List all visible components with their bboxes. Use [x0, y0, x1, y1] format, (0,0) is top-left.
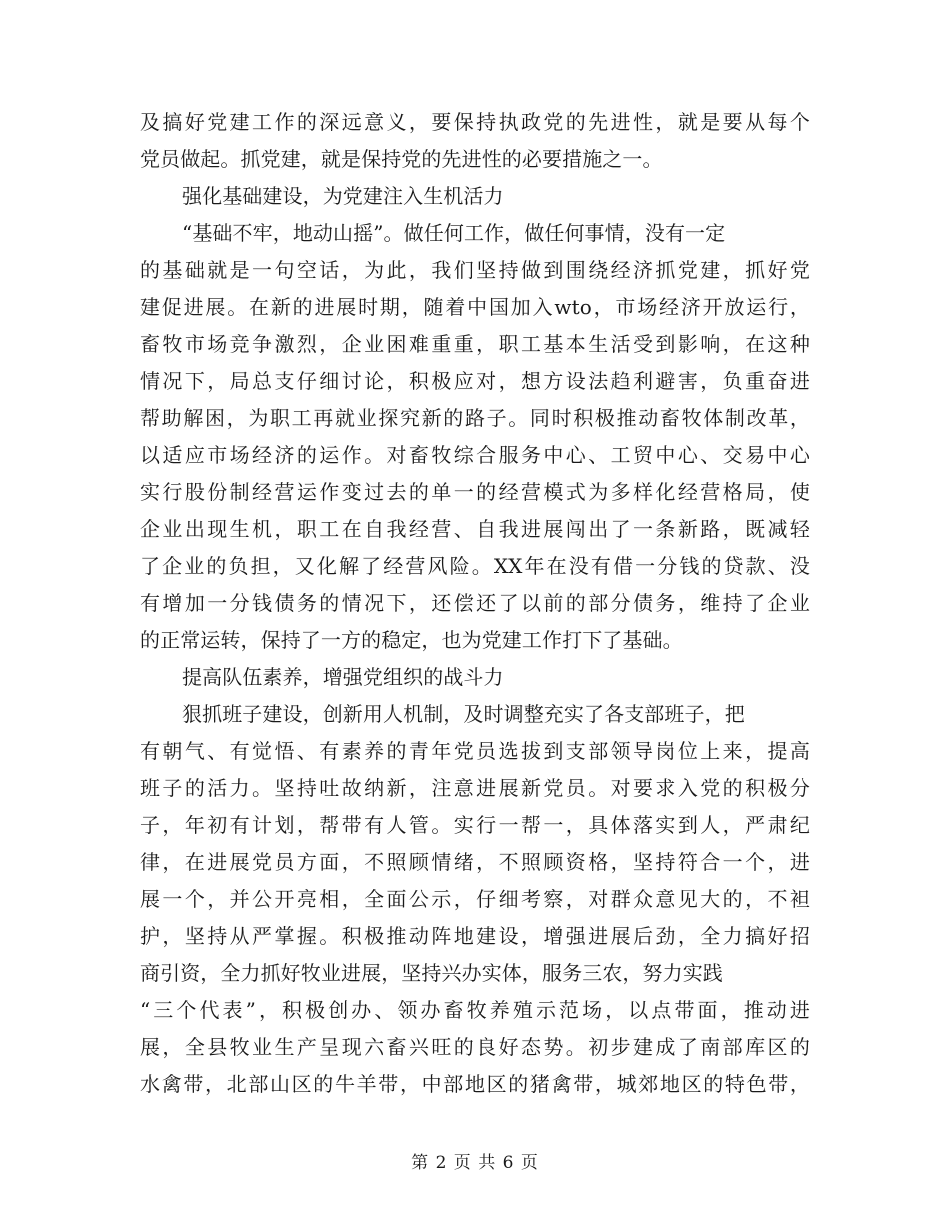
- text-line-5: 的基础就是一句空话，为此，我们坚持做到围绕经济抓党建，抓好党: [140, 258, 810, 282]
- text-line-26: 展，全县牧业生产呈现六畜兴旺的良好态势。初步建成了南部库区的: [140, 1035, 810, 1059]
- text-line-17: 狠抓班子建设，创新用人机制，及时调整充实了各支部班子，把: [182, 702, 745, 726]
- text-line-6: 建促进展。在新的进展时期，随着中国加入wto，市场经济开放运行，: [140, 295, 810, 319]
- section-heading-team-quality: 提高队伍素养，增强党组织的战斗力: [182, 665, 504, 689]
- text-line-20: 子，年初有计划，帮带有人管。实行一帮一，具体落实到人，严肃纪: [140, 813, 810, 837]
- text-line-11: 实行股份制经营运作变过去的单一的经营模式为多样化经营格局，使: [140, 480, 810, 504]
- text-line-9: 帮助解困，为职工再就业探究新的路子。同时积极推动畜牧体制改革，: [140, 406, 810, 430]
- text-line-18: 有朝气、有觉悟、有素养的青年党员选拔到支部领导岗位上来，提高: [140, 739, 810, 763]
- text-line-23: 护，坚持从严掌握。积极推动阵地建设，增强进展后劲，全力搞好招: [140, 924, 810, 948]
- text-line-4: “基础不牢，地动山摇”。做任何工作，做任何事情，没有一定: [182, 221, 726, 245]
- text-line-21: 律，在进展党员方面，不照顾情绪，不照顾资格，坚持符合一个，进: [140, 850, 810, 874]
- text-line-19: 班子的活力。坚持吐故纳新，注意进展新党员。对要求入党的积极分: [140, 776, 810, 800]
- text-line-22: 展一个，并公开亮相，全面公示，仔细考察，对群众意见大的，不袒: [140, 887, 810, 911]
- text-line-14: 有增加一分钱债务的情况下，还偿还了以前的部分债务，维持了企业: [140, 591, 810, 615]
- text-line-7: 畜牧市场竞争激烈，企业困难重重，职工基本生活受到影响，在这种: [140, 332, 810, 356]
- text-line-10: 以适应市场经济的运作。对畜牧综合服务中心、工贸中心、交易中心: [140, 443, 810, 467]
- text-line-2: 党员做起。抓党建，就是保持党的先进性的必要措施之一。: [140, 147, 663, 171]
- text-line-13: 了企业的负担，又化解了经营风险。XX年在没有借一分钱的贷款、没: [140, 554, 810, 578]
- text-line-24: 商引资，全力抓好牧业进展，坚持兴办实体，服务三农，努力实践: [140, 961, 723, 985]
- text-line-27: 水禽带，北部山区的牛羊带，中部地区的猪禽带，城郊地区的特色带，: [140, 1072, 810, 1096]
- text-line-25: “三个代表”，积极创办、领办畜牧养殖示范场，以点带面，推动进: [140, 998, 810, 1022]
- body-text: [140, 104, 810, 1103]
- text-line-15: 的正常运转，保持了一方的稳定，也为党建工作打下了基础。: [140, 628, 683, 652]
- section-heading-infrastructure: 强化基础建设，为党建注入生机活力: [182, 184, 504, 208]
- text-line-1: 及搞好党建工作的深远意义，要保持执政党的先进性，就是要从每个: [140, 110, 810, 134]
- page-number-footer: 第 2 页 共 6 页: [411, 1153, 539, 1173]
- text-line-12: 企业出现生机，职工在自我经营、自我进展闯出了一条新路，既减轻: [140, 517, 810, 541]
- text-line-8: 情况下，局总支仔细讨论，积极应对，想方设法趋利避害，负重奋进: [140, 369, 810, 393]
